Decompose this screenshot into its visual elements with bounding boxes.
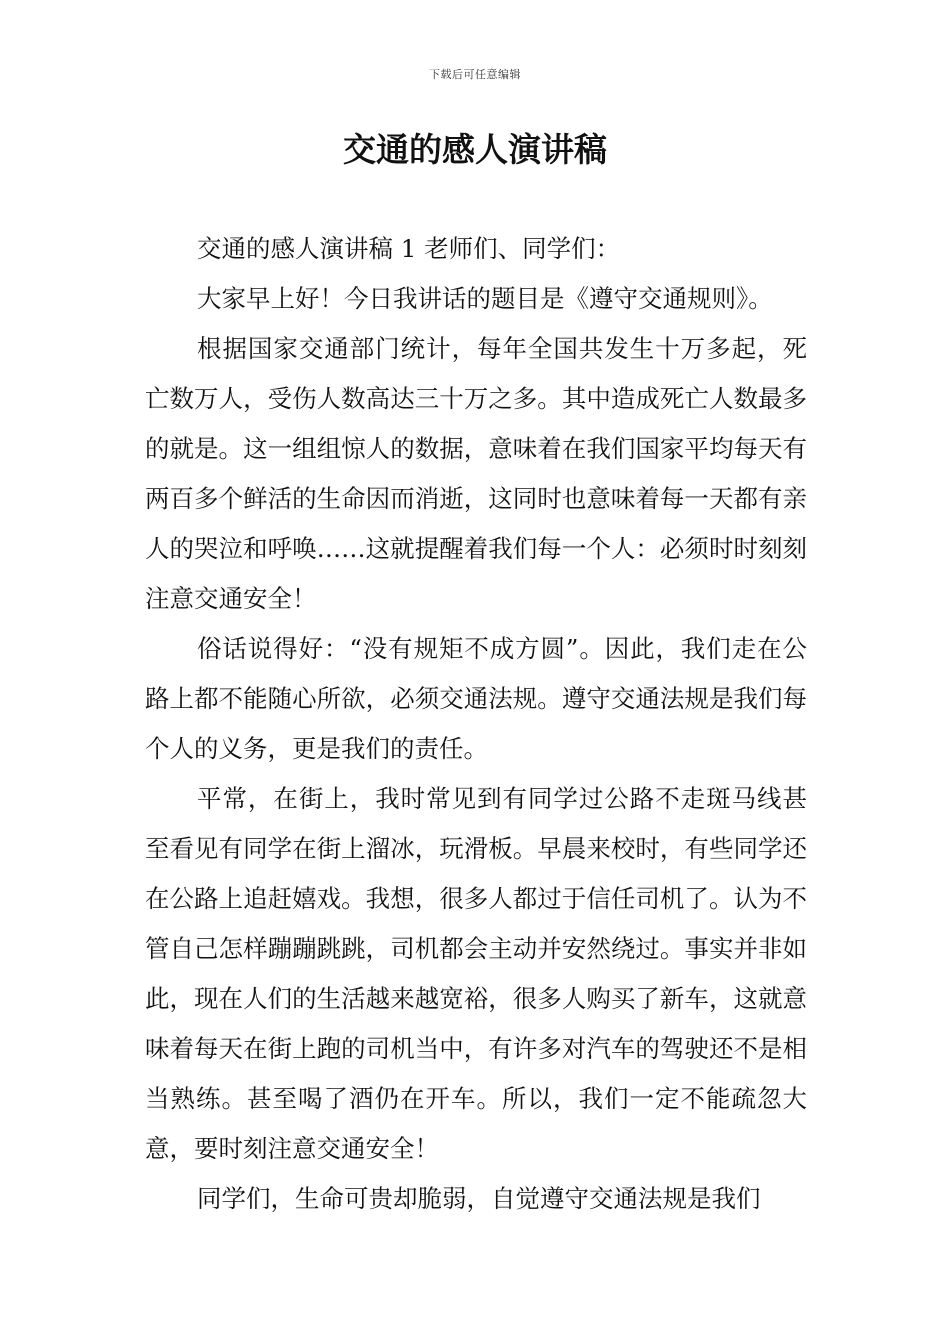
paragraph-proverb: 俗话说得好：“没有规矩不成方圆”。因此，我们走在公路上都不能随心所欲，必须交通法规。遵守交通法规是我们每个人的义务，更是我们的责任。 bbox=[145, 634, 807, 763]
paragraph-statistics: 根据国家交通部门统计，每年全国共发生十万多起，死亡数万人，受伤人数高达三十万之多。其中造成死亡人数最多的就是。这一组组惊人的数据，意味着在我们国家平均每天有两百多个鲜活的生命因而消逝，这同时也意味着每一天都有亲人的哭泣和呼唤……这就提醒着我们每一个人：必须时时刻刻注意交通安全！ bbox=[145, 334, 807, 613]
document-body bbox=[145, 224, 807, 1224]
paragraph-closing: 同学们，生命可贵却脆弱，自觉遵守交通法规是我们 bbox=[197, 1184, 761, 1213]
paragraph-observations: 平常，在街上，我时常见到有同学过公路不走斑马线甚至看见有同学在街上溜冰，玩滑板。早晨来校时，有些同学还在公路上追赶嬉戏。我想，很多人都过于信任司机了。认为不管自己怎样蹦蹦跳跳，司机都会主动并安然绕过。事实并非如此，现在人们的生活越来越宽裕，很多人购买了新车，这就意味着每天在街上跑的司机当中，有许多对汽车的驾驶还不是相当熟练。甚至喝了酒仍在开车。所以，我们一定不能疏忽大意，要时刻注意交通安全！ bbox=[145, 784, 807, 1163]
document-title: 交通的感人演讲稿 bbox=[343, 130, 607, 169]
page-header-note: 下载后可任意编辑 bbox=[429, 68, 521, 81]
paragraph-greeting: 交通的感人演讲稿 1 老师们、同学们： bbox=[197, 234, 621, 263]
paragraph-topic: 大家早上好！今日我讲话的题目是《遵守交通规则》。 bbox=[197, 284, 773, 313]
